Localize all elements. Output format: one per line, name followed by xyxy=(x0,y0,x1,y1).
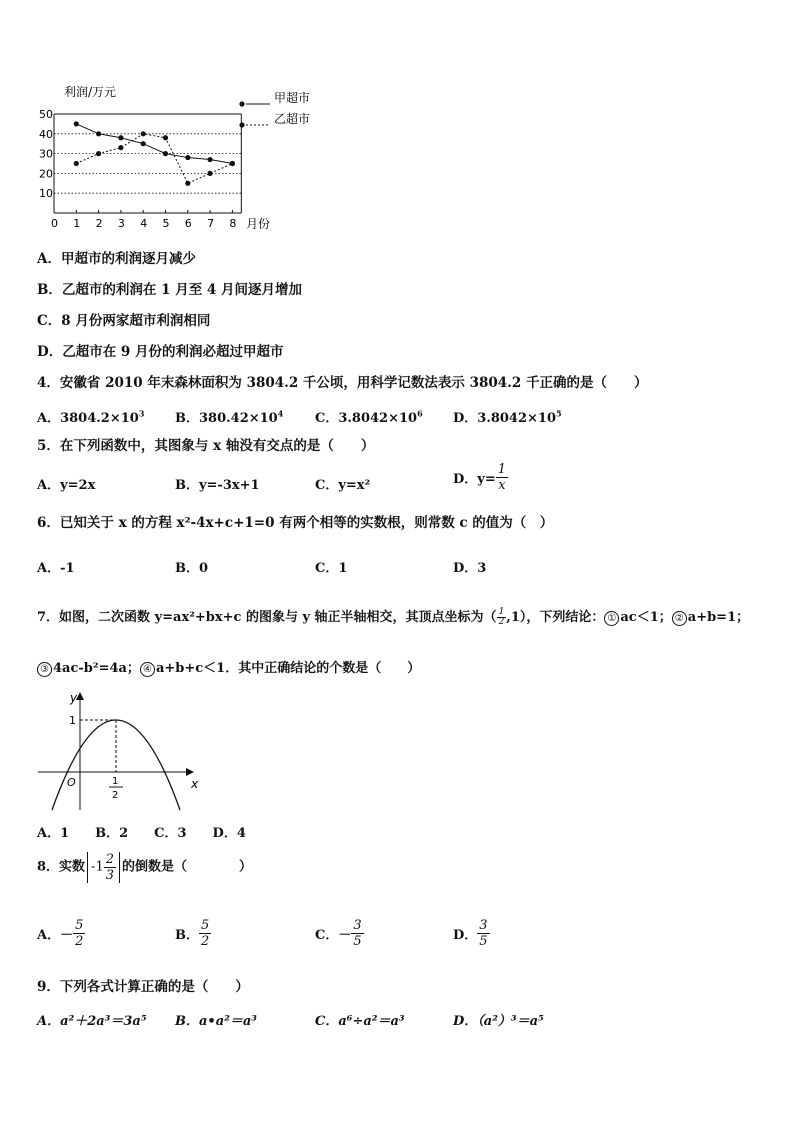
graph-origin-label: O xyxy=(67,776,76,789)
graph-half-den: 2 xyxy=(112,790,119,801)
series-jia-point xyxy=(208,157,213,162)
series-yi-point xyxy=(185,181,190,186)
q8-option-b: B． $\frac{5}{2}$ xyxy=(175,918,210,949)
series-yi-point xyxy=(230,161,235,166)
series-jia-point xyxy=(163,151,168,156)
q6-option-c: C．1 xyxy=(315,561,348,576)
q4-stem: 4．安徽省 2010 年末森林面积为 3804.2 千公顷，用科学记数法表示 3804.2 千正确的是（ ） xyxy=(37,375,648,391)
q9-option-a: A．a²＋2a³＝3a⁵ xyxy=(37,1014,147,1029)
legend-label: 甲超市 xyxy=(274,91,311,105)
profit-line-chart xyxy=(30,80,350,240)
legend-marker xyxy=(239,122,244,127)
series-jia-point xyxy=(118,135,123,140)
q7-stem-line2: ③ 4ac-b²=4a； ④ a+b+c＜1．其中正确结论的个数是（ ） xyxy=(37,660,420,678)
q8-stem: 8．实数 -1 $\frac{2}{3}$ 的倒数是（ ） xyxy=(37,852,253,883)
q5-option-c: C．y=x² xyxy=(315,478,371,493)
q7-stem-line1: 7．如图，二次函数 y=ax²+bx+c 的图象与 y 轴正半轴相交，其顶点坐标为（ $\frac{1}{2}$ ,1），下列结论： ① ac＜1； ② a+b=1； xyxy=(37,607,750,627)
q5-option-a: A．y=2x xyxy=(37,478,96,493)
series-yi-point xyxy=(141,131,146,136)
x-axis-label: 月份 xyxy=(246,217,271,231)
legend-label: 乙超市 xyxy=(274,112,311,126)
series-jia-point xyxy=(74,121,79,126)
graph-one-label: 1 xyxy=(69,714,76,727)
q5-option-b: B．y=-3x+1 xyxy=(175,478,260,493)
q9-option-b: B．a•a²＝a³ xyxy=(175,1014,257,1029)
x-tick-label: 5 xyxy=(162,217,170,230)
q6-stem: 6．已知关于 x 的方程 x²-4x+c+1=0 有两个相等的实数根，则常数 c 的值为（ ） xyxy=(37,515,554,531)
x-tick-label: 4 xyxy=(140,217,148,230)
series-jia-point xyxy=(96,131,101,136)
q4-option-c: C．$3.8042\times 10^6$ xyxy=(315,408,423,426)
q6-option-b: B．0 xyxy=(175,561,209,576)
y-tick-label: 30 xyxy=(39,147,53,161)
series-jia-point xyxy=(141,141,146,146)
q3-option-a: A．甲超市的利润逐月减少 xyxy=(37,251,196,267)
x-tick-label: 1 xyxy=(73,217,81,230)
q8-option-d: D． $\frac{3}{5}$ xyxy=(453,918,488,949)
graph-half-num: 1 xyxy=(112,776,119,787)
series-yi-point xyxy=(208,171,213,176)
q3-option-d: D．乙超市在 9 月份的利润必超过甲超市 xyxy=(37,344,284,360)
series-yi-point xyxy=(163,135,168,140)
q6-option-a: A．-1 xyxy=(37,561,75,576)
q8-option-c: C．－ $\frac{3}{5}$ xyxy=(315,918,362,949)
graph-y-label: y xyxy=(70,691,78,705)
q9-stem: 9．下列各式计算正确的是（ ） xyxy=(37,979,249,995)
q3-option-b: B．乙超市的利润在 1 月至 4 月间逐月增加 xyxy=(37,282,302,298)
x-tick-label: 0 xyxy=(51,217,58,230)
series-jia-point xyxy=(185,155,190,160)
parabola-graph xyxy=(36,688,206,813)
y-tick-label: 40 xyxy=(39,127,53,141)
y-tick-label: 20 xyxy=(39,167,53,181)
x-tick-label: 7 xyxy=(207,217,215,230)
graph-x-label: x xyxy=(191,777,199,791)
q4-option-a: A．$3804.2\times 10^3$ xyxy=(37,408,145,426)
y-tick-label: 10 xyxy=(39,187,53,201)
q6-option-d: D．3 xyxy=(453,561,487,576)
x-tick-label: 6 xyxy=(184,217,192,230)
q9-option-d: D．（a²）³＝a⁵ xyxy=(453,1014,544,1029)
q5-option-d: D．y= $\frac{1}{x}$ xyxy=(453,462,507,493)
y-axis-label: 利润/万元 xyxy=(64,85,117,99)
series-yi-point xyxy=(96,151,101,156)
y-tick-label: 50 xyxy=(39,108,53,121)
q8-option-a: A．－ $\frac{5}{2}$ xyxy=(37,918,84,949)
q3-option-c: C．8 月份两家超市利润相同 xyxy=(37,313,211,329)
x-tick-label: 2 xyxy=(95,217,103,230)
series-yi-point xyxy=(74,161,79,166)
q9-option-c: C．a⁶÷a²＝a³ xyxy=(315,1014,405,1029)
q5-stem: 5．在下列函数中，其图象与 x 轴没有交点的是（ ） xyxy=(37,438,375,454)
q4-option-d: D．$3.8042\times 10^5$ xyxy=(453,408,562,426)
series-yi-point xyxy=(118,145,123,150)
legend-marker xyxy=(239,101,244,106)
x-tick-label: 3 xyxy=(117,217,125,230)
x-tick-label: 8 xyxy=(229,217,237,230)
q4-option-b: B．$380.42\times 10^4$ xyxy=(175,408,284,426)
q7-options: A．1 B．2 C．3 D．4 xyxy=(37,826,246,841)
